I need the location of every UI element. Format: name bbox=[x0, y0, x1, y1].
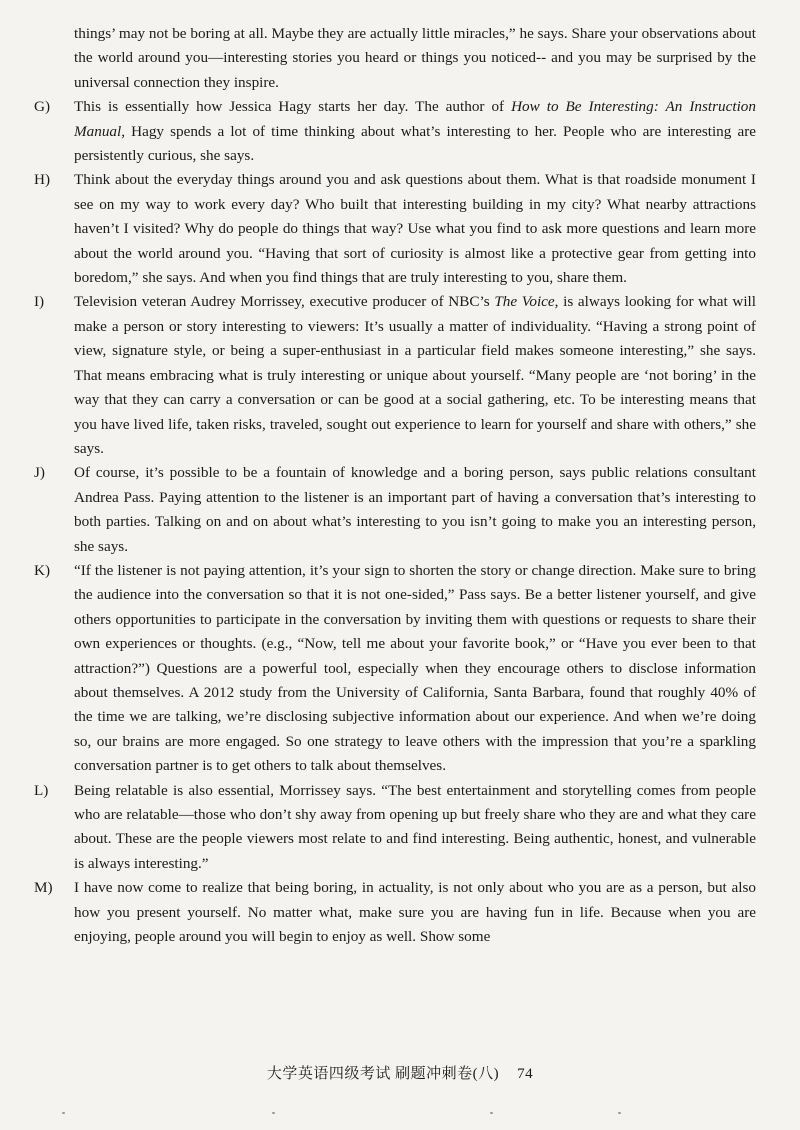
paragraph-text: Television veteran Audrey Morrissey, executive producer of NBC’s bbox=[74, 293, 495, 311]
body-text bbox=[34, 22, 756, 949]
scan-speck bbox=[618, 1112, 621, 1114]
paragraph-i bbox=[34, 290, 756, 461]
paragraph-label: L) bbox=[34, 781, 49, 799]
paragraph-text: This is essentially how Jessica Hagy starts her day. The author of bbox=[74, 98, 512, 116]
paragraph-m bbox=[34, 876, 756, 949]
paragraph-label: G) bbox=[34, 98, 51, 116]
page-number: 74 bbox=[517, 1066, 534, 1082]
paragraph-label: J) bbox=[34, 464, 45, 482]
paragraph-text: Think about the everyday things around you and ask questions about them. What is that roadside monument I see on my way to work every day? Who built that interesting building in my city? What nearby attractions haven’t I visited? Why do people do things that way? Use what you find to ask more questions and learn more about the world around you. “Having that sort of curiosity is almost like a protective gear from getting into boredom,” she says. And when you find things that are truly interesting to you, share them. bbox=[74, 171, 756, 287]
italic-title-text: How to Be Interesting: An Instruction Manual bbox=[74, 98, 756, 140]
scan-speck bbox=[272, 1112, 275, 1114]
paragraph-text: , Hagy spends a lot of time thinking about what’s interesting to her. People who are interesting are persistently curious, she says. bbox=[74, 122, 756, 165]
paragraph-text: things’ may not be boring at all. Maybe they are actually little miracles,” he says. Share your observations about the world around you—interesting stories you heard or things you noticed-- and you may be surprised by the universal connection they inspire. bbox=[74, 25, 756, 91]
scan-speck bbox=[490, 1112, 493, 1114]
footer-title: 大学英语四级考试 刷题冲刺卷(八) bbox=[266, 1066, 500, 1082]
paragraph-text: Being relatable is also essential, Morrissey says. “The best entertainment and storytelling comes from people who are relatable—those who don’t shy away from opening up but freely share who they are and what they care about. These are the people viewers most relate to and find interesting. Being authentic, honest, and vulnerable is always interesting.” bbox=[74, 781, 756, 872]
paragraph-text: I have now come to realize that being boring, in actuality, is not only about who you are as a person, but also how you present yourself. No matter what, make sure you are having fun in life. Because when you are enjoying, people around you will begin to enjoy as well. Show some bbox=[74, 879, 756, 946]
paragraph-l bbox=[34, 779, 756, 877]
paragraph-label: H) bbox=[34, 171, 51, 189]
paragraph-label: I) bbox=[34, 293, 45, 311]
paragraph-text: “If the listener is not paying attention, it’s your sign to shorten the story or change direction. Make sure to bring the audience into the conversation so that it is not one-sided,” Pass says. Be a better listener yourself, and give others opportunities to participate in the conversation by inviting them with questions or requests to share their own experiences or thoughts. (e.g., “Now, tell me about your favorite book,” or “Have you ever been to that attraction?”) Questions are a powerful tool, especially when they encourage others to disclose information about themselves. A 2012 study from the University of California, Santa Barbara, found that roughly 40% of the time we are talking, we’re disclosing subjective information about our experience. And when we’re doing so, our brains are more engaged. So one strategy to leave others with the impression that you’re a sparkling conversation partner is to get others to talk about themselves. bbox=[74, 561, 756, 775]
paragraph-g bbox=[34, 95, 756, 168]
paragraph-k bbox=[34, 559, 756, 779]
paragraph-text: Of course, it’s possible to be a fountain of knowledge and a boring person, says public relations consultant Andrea Pass. Paying attention to the listener is an important part of having a conversation that’s interesting to both parties. Talking on and on about what’s interesting to you isn’t going to make you an interesting person, she says. bbox=[74, 464, 756, 555]
scan-speck bbox=[62, 1112, 65, 1114]
paragraph-label: M) bbox=[34, 879, 53, 897]
paragraph-j bbox=[34, 461, 756, 559]
italic-title-text: The Voice bbox=[494, 293, 555, 311]
page-footer bbox=[0, 1062, 800, 1083]
paragraph-h bbox=[34, 168, 756, 290]
paragraph-label: K) bbox=[34, 561, 51, 579]
paragraph-continued bbox=[34, 22, 756, 95]
paragraph-text: , is always looking for what will make a person or story interesting to viewers: It’s usually a matter of individuality. “Having a strong point of view, signature style, or being a super-enthusiast in a particular field makes someone interesting,” she says. That means embracing what is truly interesting or unique about yourself. “Many people are ‘not boring’ in the way that they can carry a conversation or can be good at a social gathering, etc. To be interesting means that you have lived life, taken risks, traveled, sought out experience to learn for yourself and share with others,” she says. bbox=[74, 293, 756, 457]
